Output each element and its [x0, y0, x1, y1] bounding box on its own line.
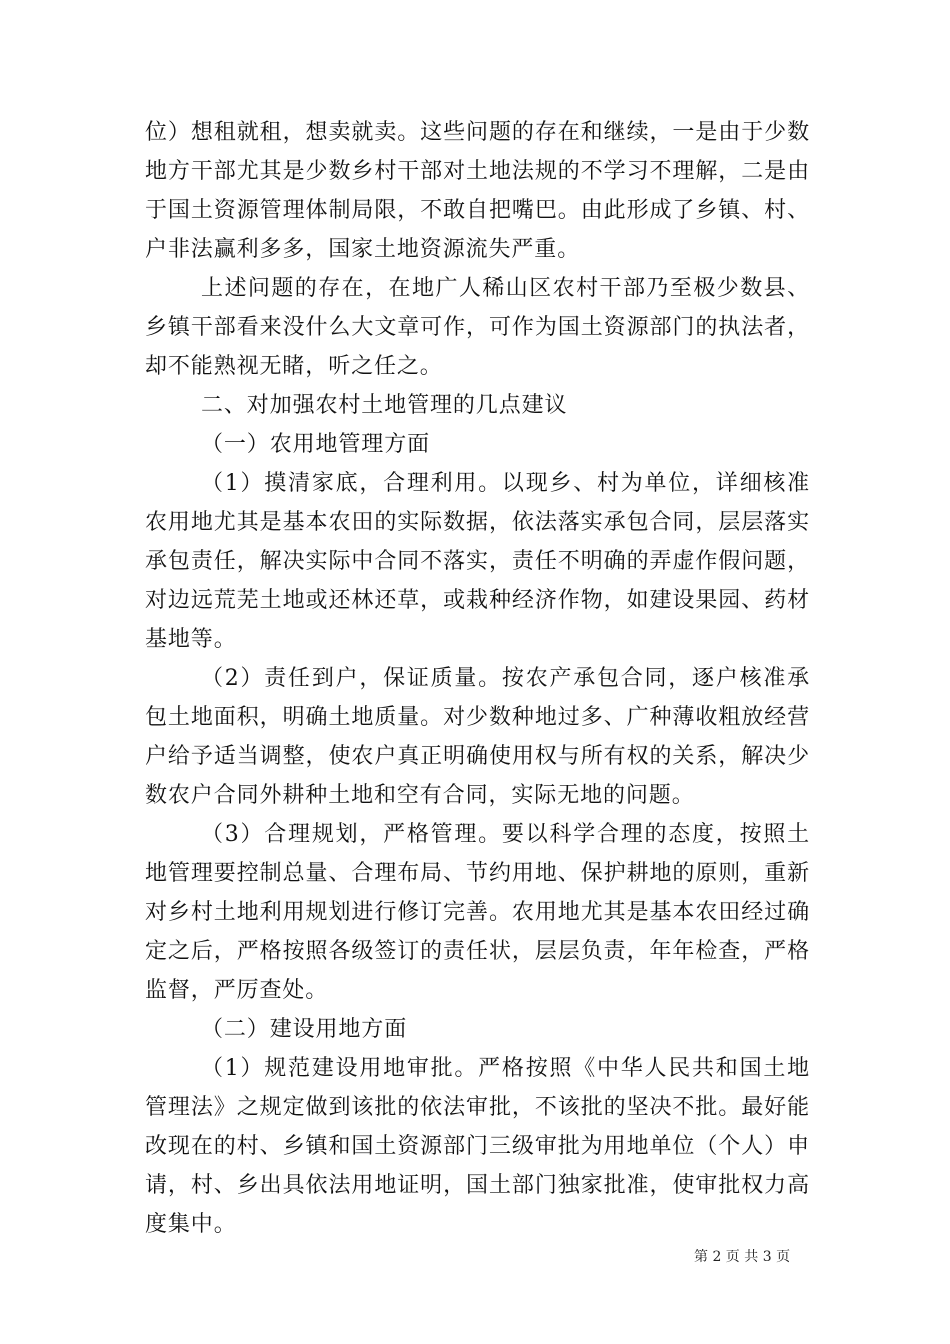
paragraph-continuation: 位）想租就租，想卖就卖。这些问题的存在和继续，一是由于少数地方干部尤其是少数乡村干部对土地法规的不学习不理解，二是由于国土资源管理体制局限，不敢自把嘴巴。由此形成了乡镇、村、户非法赢利多多，国家土地资源流失严重。	[145, 120, 810, 262]
section-heading-suggestions: 二、对加强农村土地管理的几点建议	[201, 393, 568, 418]
paragraph-item-2: （2）责任到户，保证质量。按农产承包合同，逐户核准承包土地面积，明确土地质量。对少数种地过多、广种薄收粗放经营户给予适当调整，使农户真正明确使用权与所有权的关系，解决少数农户合同外耕种土地和空有合同，实际无地的问题。	[145, 666, 810, 808]
page-number-footer: 第 2 页 共 3 页	[694, 1249, 791, 1265]
paragraph-issues-summary: 上述问题的存在，在地广人稀山区农村干部乃至极少数县、乡镇干部看来没什么大文章可作，可作为国土资源部门的执法者，却不能熟视无睹，听之任之。	[145, 276, 810, 379]
document-body	[145, 113, 810, 1244]
paragraph-item-3: （3）合理规划，严格管理。要以科学合理的态度，按照土地管理要控制总量、合理布局、节约用地、保护耕地的原则，重新对乡村土地利用规划进行修订完善。农用地尤其是基本农田经过确定之后，严格按照各级签订的责任状，层层负责，年年检查，严格监督，严厉查处。	[145, 822, 810, 1003]
subsection-heading-construction: （二）建设用地方面	[201, 1017, 408, 1042]
subsection-heading-farmland: （一）农用地管理方面	[201, 432, 431, 457]
paragraph-item-1: （1）摸清家底，合理利用。以现乡、村为单位，详细核准农用地尤其是基本农田的实际数据，依法落实承包合同，层层落实承包责任，解决实际中合同不落实，责任不明确的弄虚作假问题，对边远荒芜土地或还林还草，或栽种经济作物，如建设果园、药材基地等。	[145, 471, 810, 652]
paragraph-construction-item-1: （1）规范建设用地审批。严格按照《中华人民共和国土地管理法》之规定做到该批的依法审批，不该批的坚决不批。最好能改现在的村、乡镇和国土资源部门三级审批为用地单位（个人）申请，村、乡出具依法用地证明，国土部门独家批准，使审批权力高度集中。	[145, 1056, 810, 1237]
